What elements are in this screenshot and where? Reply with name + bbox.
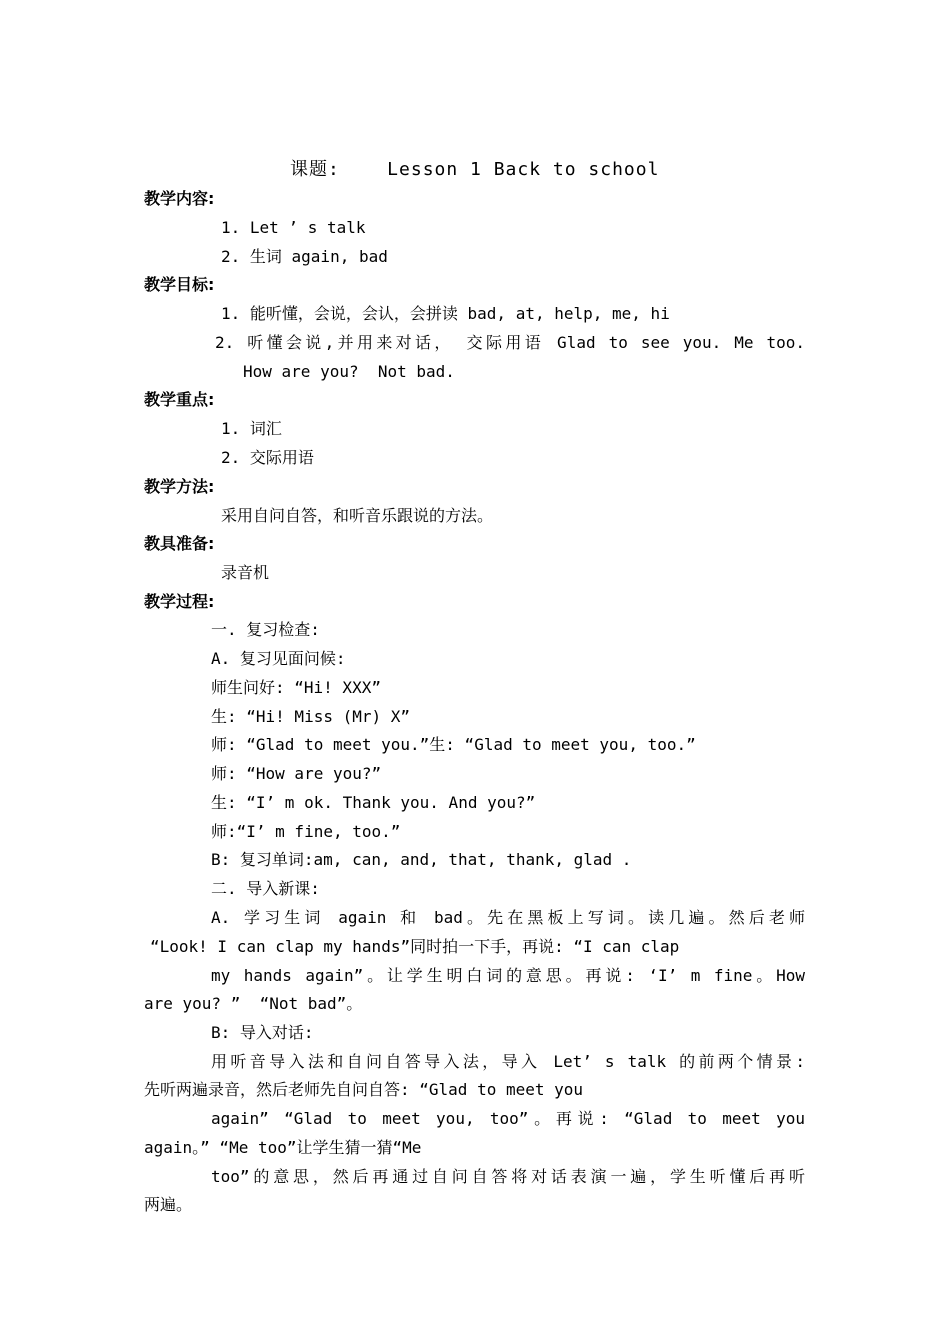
process-line: 师生问好: “Hi! XXX”: [211, 678, 381, 697]
process-paragraph-line: 先听两遍录音，然后老师先自问自答: “Glad to meet you: [144, 1080, 584, 1099]
process-line: 一. 复习检查:: [211, 620, 320, 639]
content-heading: 教学内容:: [144, 189, 215, 208]
tools-text: 录音机: [221, 563, 270, 582]
process-paragraph-line: too”的意思，然后再通过自问自答将对话表演一遍，学生听懂后再听: [211, 1167, 805, 1186]
method-text: 采用自问自答，和听音乐跟说的方法。: [221, 506, 494, 525]
process-line: B: 复习单词:am, can, and, that, thank, glad .: [211, 850, 632, 869]
process-paragraph-line: are you? ” “Not bad”。: [144, 994, 363, 1013]
key-points-item: 1. 词汇: [221, 419, 282, 438]
process-paragraph-line: “Look! I can clap my hands”同时拍一下手，再说: “I can clap: [150, 937, 680, 956]
key-points-item: 2. 交际用语: [221, 448, 314, 467]
content-item: 2. 生词 again, bad: [221, 247, 388, 266]
process-paragraph-line: again。” “Me too”让学生猜一猜“Me: [144, 1138, 422, 1157]
content-item: 1. Let ’ s talk: [221, 218, 366, 237]
tools-heading: 教具准备:: [144, 534, 215, 553]
goals-heading: 教学目标:: [144, 275, 215, 294]
process-heading: 教学过程:: [144, 592, 215, 611]
process-line: A. 复习见面问候:: [211, 649, 346, 668]
process-line: 生: “Hi! Miss (Mr) X”: [211, 707, 411, 726]
process-line: B: 导入对话:: [211, 1023, 314, 1042]
process-paragraph-line: again” “Glad to meet you, too”。再说: “Glad to meet you: [211, 1109, 805, 1128]
process-line: 师: “How are you?”: [211, 764, 382, 783]
goals-item-continued: How are you? Not bad.: [243, 362, 455, 381]
goals-item: 1. 能听懂，会说，会认，会拼读 bad, at, help, me, hi: [221, 304, 670, 323]
key-points-heading: 教学重点:: [144, 390, 215, 409]
process-line: 师: “Glad to meet you.”生: “Glad to meet you, too.”: [211, 735, 696, 754]
process-line: 师:“I’ m fine, too.”: [211, 822, 401, 841]
lesson-title: 课题: Lesson 1 Back to school: [290, 159, 660, 180]
process-paragraph-line: 用听音导入法和自问自答导入法，导入 Let’ s talk 的前两个情景:: [211, 1052, 805, 1071]
process-line: 二. 导入新课:: [211, 879, 320, 898]
goals-item: 2. 听懂会说,并用来对话， 交际用语 Glad to see you. Me too.: [215, 333, 805, 352]
method-heading: 教学方法:: [144, 477, 215, 496]
process-paragraph-line: A. 学习生词 again 和 bad。先在黑板上写词。读几遍。然后老师: [211, 908, 805, 927]
process-paragraph-line: my hands again”。让学生明白词的意思。再说: ‘I’ m fine。How: [211, 966, 805, 985]
process-paragraph-line: 两遍。: [144, 1195, 193, 1214]
process-line: 生: “I’ m ok. Thank you. And you?”: [211, 793, 536, 812]
